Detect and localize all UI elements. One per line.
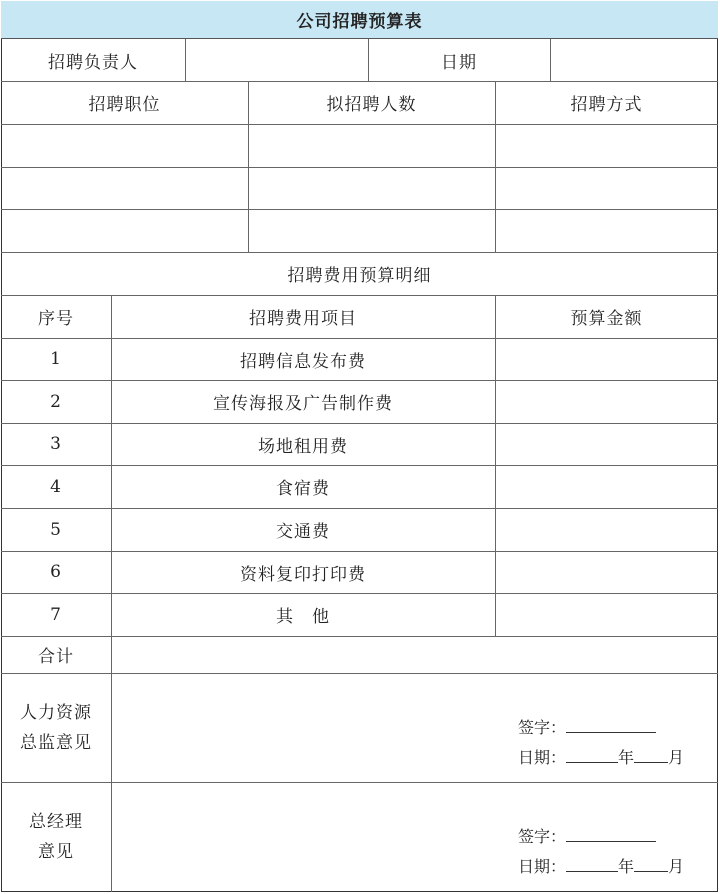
hr-opinion-label <box>1 673 111 782</box>
gm-opinion-label <box>1 782 111 892</box>
signature-label: 签字： <box>518 718 567 737</box>
expense-item: 其 他 <box>276 607 330 627</box>
row-number: 1 <box>50 349 62 369</box>
grid-line <box>1 81 718 82</box>
item-header: 招聘费用项目 <box>249 309 357 329</box>
month-blank[interactable] <box>634 853 668 872</box>
gm-label-line1: 总经理 <box>29 812 83 832</box>
method-cell[interactable] <box>495 167 718 209</box>
expense-item: 资料复印打印费 <box>240 564 366 585</box>
hr-label-line1: 人力资源 <box>20 702 92 723</box>
amount-header: 预算金额 <box>570 309 643 329</box>
grid-line <box>550 39 551 81</box>
grid-line <box>1 551 718 552</box>
signature-blank[interactable] <box>566 823 656 842</box>
signature-label: 签字： <box>518 827 567 846</box>
grid-line <box>495 295 496 636</box>
responsible-label: 招聘负责人 <box>48 52 138 73</box>
year-label: 年 <box>618 857 635 876</box>
headcount-cell[interactable] <box>248 167 495 209</box>
amount-cell[interactable] <box>495 380 718 423</box>
grid-line <box>1 636 718 637</box>
method-cell[interactable] <box>495 209 718 252</box>
amount-cell[interactable] <box>495 465 718 508</box>
row-number: 5 <box>50 519 62 540</box>
date-label: 日期： <box>518 857 567 876</box>
row-number: 3 <box>50 434 62 454</box>
row-number: 2 <box>50 391 62 412</box>
date-input[interactable] <box>550 39 718 81</box>
position-cell[interactable] <box>1 209 248 252</box>
detail-section-title: 招聘费用预算明细 <box>287 266 432 286</box>
headcount-cell[interactable] <box>248 124 495 167</box>
month-blank[interactable] <box>634 744 668 763</box>
amount-cell[interactable] <box>495 508 718 551</box>
year-blank[interactable] <box>566 853 618 872</box>
expense-item: 宣传海报及广告制作费 <box>213 394 393 414</box>
signature-blank[interactable] <box>566 714 656 733</box>
year-blank[interactable] <box>566 744 618 763</box>
month-label: 月 <box>668 857 685 876</box>
position-cell[interactable] <box>1 167 248 209</box>
amount-cell[interactable] <box>495 593 718 636</box>
grid-line <box>1 124 718 125</box>
headcount-cell[interactable] <box>248 209 495 252</box>
month-label: 月 <box>668 748 685 767</box>
method-cell[interactable] <box>495 124 718 167</box>
amount-cell[interactable] <box>495 338 718 380</box>
row-number: 6 <box>50 562 62 582</box>
hr-label-line2: 总监意见 <box>20 732 92 753</box>
date-label: 日期： <box>518 748 567 767</box>
grid-line <box>1 338 718 339</box>
grid-line <box>495 81 496 252</box>
grid-line <box>1 465 718 466</box>
year-label: 年 <box>618 748 635 767</box>
method-header: 招聘方式 <box>570 95 643 115</box>
position-cell[interactable] <box>1 124 248 167</box>
row-number: 7 <box>50 604 62 625</box>
total-value[interactable] <box>111 636 718 673</box>
expense-item: 场地租用费 <box>258 436 348 457</box>
responsible-input[interactable] <box>185 39 368 81</box>
grid-line <box>185 39 186 81</box>
grid-line <box>1 782 718 783</box>
expense-item: 食宿费 <box>276 479 330 499</box>
amount-cell[interactable] <box>495 551 718 593</box>
grid-line <box>1 508 718 509</box>
grid-line <box>368 39 369 81</box>
amount-cell[interactable] <box>495 423 718 465</box>
grid-line <box>1 209 718 210</box>
date-label: 日期 <box>441 52 477 73</box>
grid-line <box>1 423 718 424</box>
total-label: 合计 <box>38 647 74 667</box>
grid-line <box>1 673 718 674</box>
grid-line <box>1 593 718 594</box>
form-title: 公司招聘预算表 <box>1 1 718 39</box>
grid-line <box>1 252 718 253</box>
row-number: 4 <box>50 476 62 497</box>
expense-item: 招聘信息发布费 <box>240 351 366 372</box>
no-header: 序号 <box>38 309 74 329</box>
headcount-header: 拟招聘人数 <box>326 95 417 115</box>
position-header: 招聘职位 <box>88 95 161 115</box>
grid-line <box>1 380 718 381</box>
expense-item: 交通费 <box>276 522 330 542</box>
hr-sign-block <box>518 713 684 773</box>
gm-label-line2: 意见 <box>38 842 74 862</box>
gm-sign-block <box>518 822 684 882</box>
grid-line <box>248 81 249 252</box>
grid-line <box>1 167 718 168</box>
grid-line <box>1 295 718 296</box>
grid-line <box>111 295 112 892</box>
